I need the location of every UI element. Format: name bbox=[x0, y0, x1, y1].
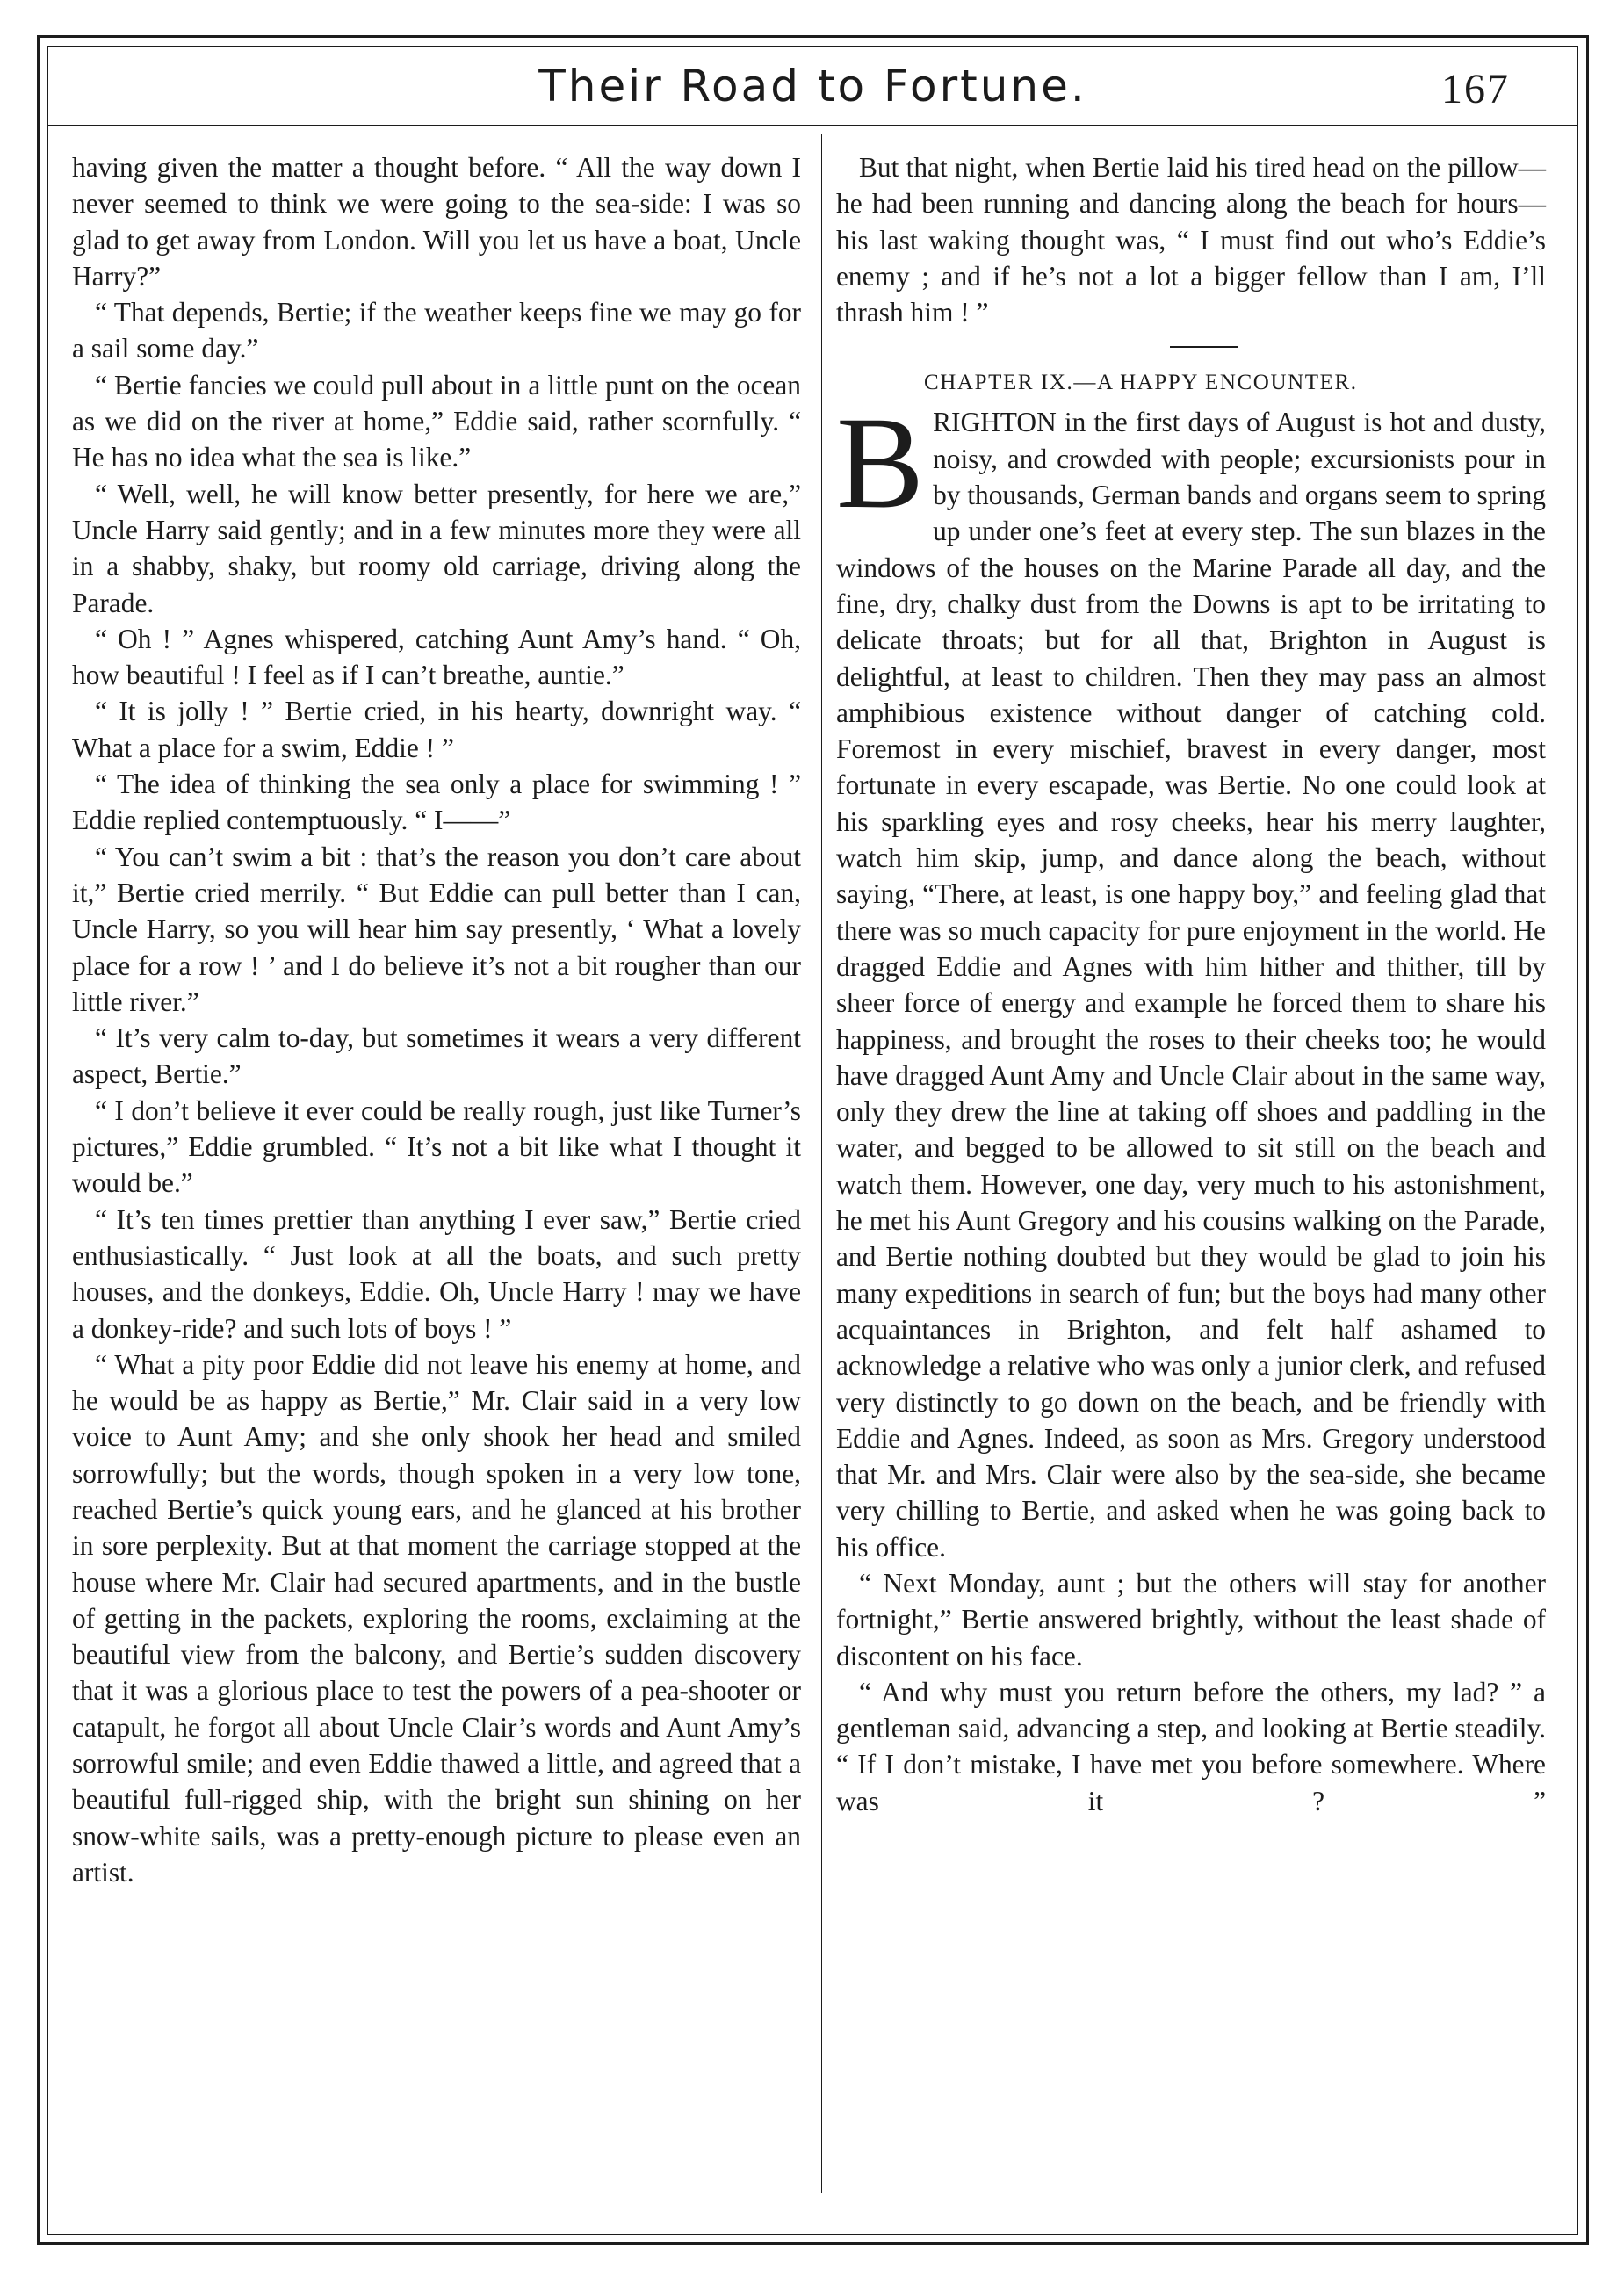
running-header bbox=[47, 46, 1578, 125]
paragraph: “ I don’t believe it ever could be really rough, just like Turner’s pictures,” Eddie grumbled. “ It’s not a bit like what I thought it would be.” bbox=[72, 1094, 801, 1199]
paragraph: “ Oh ! ” Agnes whispered, catching Aunt Amy’s hand. “ Oh, how beautiful ! I feel as if I can’t breathe, auntie.” bbox=[72, 623, 801, 691]
paragraph: “ Bertie fancies we could pull about in a little punt on the ocean as we did on the river at home,” Eddie said, rather scornfully. “ He has no idea what the sea is like.” bbox=[72, 369, 801, 473]
paragraph: “ The idea of thinking the sea only a place for swimming ! ” Eddie replied contemptuously. “ I——” bbox=[72, 769, 801, 836]
paragraph: “ Well, well, he will know better presently, for here we are,” Uncle Harry said gently; and in a few minutes more they were all in a shabby, shaky, but roomy old carriage, driving along the Parade. bbox=[72, 478, 801, 618]
paragraph: “ And why must you return before the others, my lad? ” a gentleman said, advancing a step, and looking at Bertie steadily. “ If I don’t mistake, I have met you before somewhere. Where was it ? ” bbox=[836, 1676, 1546, 1816]
paragraph: “ It is jolly ! ” Bertie cried, in his hearty, downright way. “ What a place for a swim, Eddie ! ” bbox=[72, 696, 801, 763]
paragraph: “ It’s very calm to-day, but sometimes it wears a very different aspect, Bertie.” bbox=[72, 1022, 801, 1090]
header-rule bbox=[47, 125, 1578, 126]
paragraph: “ Next Monday, aunt ; but the others will stay for another fortnight,” Bertie answered brightly, without the least shade of discontent on his face. bbox=[836, 1567, 1546, 1672]
page-number: 167 bbox=[1441, 66, 1510, 112]
chapter-heading: CHAPTER IX.—A HAPPY ENCOUNTER. bbox=[924, 371, 1358, 395]
left-column bbox=[72, 149, 801, 1890]
paragraph: “ That depends, Bertie; if the weather keeps fine we may go for a sail some day.” bbox=[72, 297, 801, 365]
paragraph: having given the matter a thought before. “ All the way down I never seemed to think we were going to the sea-side: I was so glad to get away from London. Will you let us have a boat, Uncle Harry?” bbox=[72, 152, 801, 292]
dropcap-paragraph bbox=[836, 390, 1547, 1565]
paragraph: But that night, when Bertie laid his tired head on the pillow—he had been running and dancing along the beach for hours—his last waking thought was, “ I must find out who’s Eddie’s enemy ; and if he’s not a lot a bigger fellow than I am, I’ll thrash him ! ” bbox=[836, 152, 1546, 329]
column-divider bbox=[821, 134, 822, 2193]
right-column bbox=[836, 149, 1546, 1819]
paragraph: “ You can’t swim a bit : that’s the reason you don’t care about it,” Bertie cried merrily. “ But Eddie can pull better than I can, Uncle Harry, so you will hear him say presently, ‘ What a lovely place for a row ! ’ and I do believe it’s not a bit rougher than our little river.” bbox=[72, 841, 801, 1017]
running-title: Their Road to Fortune. bbox=[538, 61, 1087, 112]
dropcap-paragraph-text: RIGHTON in the first days of August is hot and dusty, noisy, and crowded with people; excursionists pour in by thousands, German bands and organs seem to spring up under one’s feet at every step. The sun blazes in the windows of the houses on the Marine Parade all day, and the fine, dry, chalky dust from the Downs is apt to be irritating to delicate throats; but for all that, Brighton in August is delightful, at least to children. Then they may pass an almost amphibious existence without danger of catching cold. Foremost in every mischief, bravest in every danger, most fortunate in every escapade, was Bertie. No one could look at his sparkling eyes and rosy cheeks, hear his merry laughter, watch him skip, jump, and dance along the beach, without saying, “There, at least, is one happy boy,” and feeling glad that there was so much capacity for pure enjoyment in the world. He dragged Eddie and Agnes with him hither and thither, till by sheer force of energy and example he forced them to share his happiness, and brought the roses to their cheeks too; he would have dragged Aunt Amy and Uncle Clair about in the same way, only they drew the line at taking off shoes and paddling in the water, and begged to be allowed to sit still on the beach and watch them. However, one day, very much to his astonishment, he met his Aunt Gregory and his cousins walking on the Parade, and Bertie nothing doubted but they would be glad to join his many expeditions in search of fun; but the boys had many other acquaintances in Brighton, and felt half ashamed to acknowledge a relative who was only a junior clerk, and refused very distinctly to go down on the beach, and be friendly with Eddie and Agnes. Indeed, as soon as Mrs. Gregory understood that Mr. and Mrs. Clair were also by the sea-side, she became very chilling to Bertie, and asked when he was going back to his office. bbox=[836, 407, 1547, 1563]
drop-cap-letter: B bbox=[836, 390, 925, 537]
paragraph: “ It’s ten times prettier than anything I ever saw,” Bertie cried enthusiastically. “ Just look at all the boats, and such pretty houses, and the donkeys, Eddie. Oh, Uncle Harry ! may we have a donkey-ride? and such lots of boys ! ” bbox=[72, 1203, 801, 1344]
paragraph: “ What a pity poor Eddie did not leave his enemy at home, and he would be as happy as Bertie,” Mr. Clair said in a very low voice to Aunt Amy; and she only shook her head and smiled sorrowfully; but the words, though spoken in a very low tone, reached Bertie’s quick young ears, and he glanced at his brother in sore perplexity. But at that moment the carriage stopped at the house where Mr. Clair had secured apartments, and in the bustle of getting in the packets, exploring the rooms, exclaiming at the beautiful view from the balcony, and Bertie’s sudden discovery that it was a glorious place to test the powers of a pea-shooter or catapult, he forgot all about Uncle Clair’s words and Aunt Amy’s sorrowful smile; and even Eddie thawed a little, and agreed that a beautiful full-rigged ship, with the bright sun shining on her snow-white sails, was a pretty-enough picture to please even an artist. bbox=[72, 1348, 801, 1888]
section-separator-rule bbox=[1170, 346, 1238, 348]
